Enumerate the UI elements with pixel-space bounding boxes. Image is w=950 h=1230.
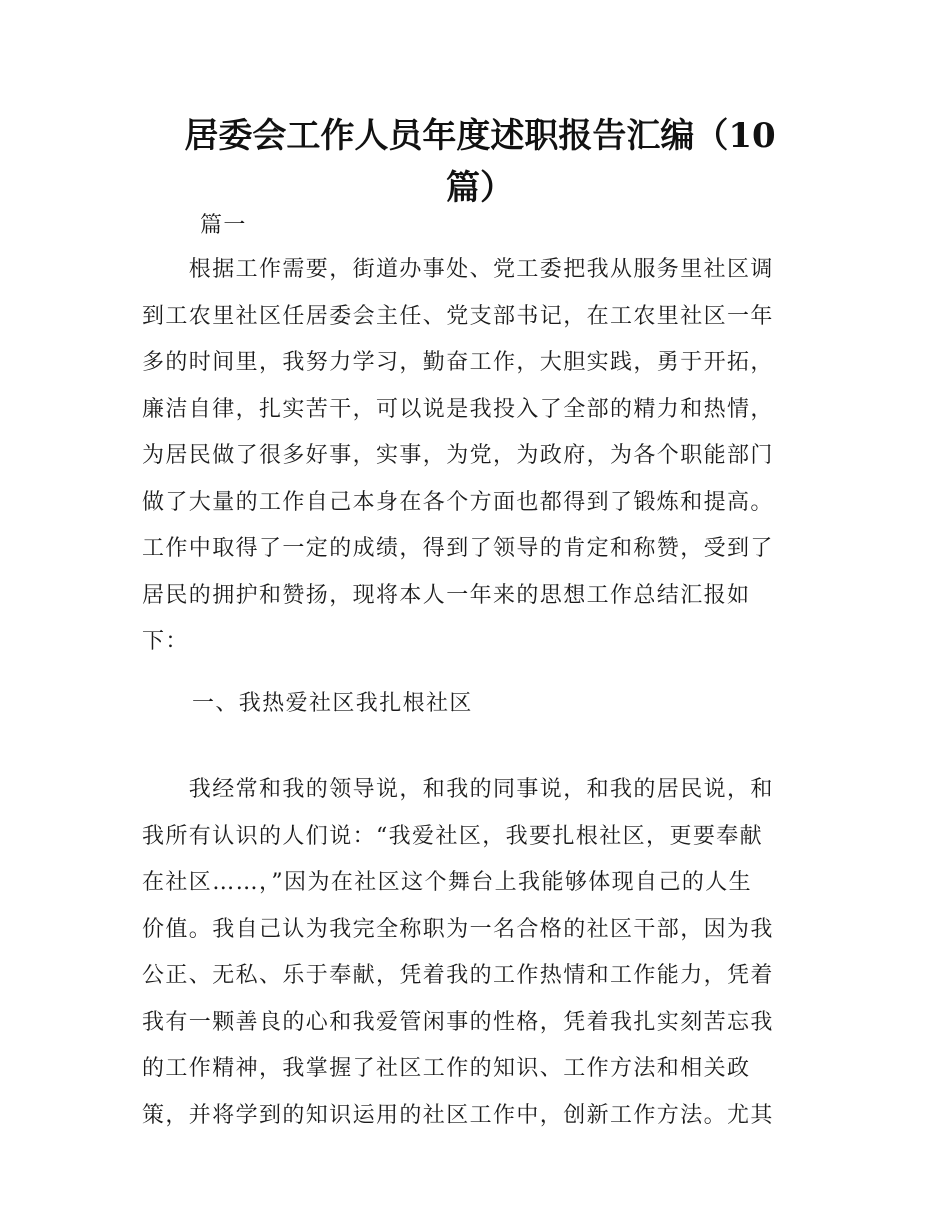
paragraph-line: 根据工作需要，街道办事处、党工委把我从服务里社区调 [142, 257, 774, 282]
paragraph-line: 价值。我自己认为我完全称职为一名合格的社区干部，因为我 [142, 916, 774, 942]
title-line-1: 居委会工作人员年度述职报告汇编（10 [184, 116, 776, 156]
paragraph-line: 我所有认识的人们说：“我爱社区，我要扎根社区，更要奉献 [142, 823, 764, 849]
paragraph-line: 我有一颗善良的心和我爱管闲事的性格，凭着我扎实刻苦忘我 [142, 1009, 774, 1035]
paragraph-line: 策，并将学到的知识运用的社区工作中，创新工作方法。尤其 [142, 1102, 774, 1128]
paragraph-line: 我经常和我的领导说，和我的同事说，和我的居民说，和 [142, 777, 774, 802]
paragraph-2 [142, 767, 812, 1139]
paragraph-line: 多的时间里，我努力学习，勤奋工作，大胆实践，勇于开拓， [142, 350, 774, 375]
paragraph-line: 居民的拥护和赞扬，现将本人一年来的思想工作总结汇报如 [142, 582, 751, 608]
paragraph-1 [142, 247, 812, 666]
title-line-2: 篇） [446, 168, 514, 208]
section-label: 篇一 [200, 213, 247, 238]
section-heading: 一、我热爱社区我扎根社区 [192, 691, 473, 716]
paragraph-line: 到工农里社区任居委会主任、党支部书记，在工农里社区一年 [142, 303, 774, 329]
paragraph-line: 下： [142, 629, 189, 654]
paragraph-line: 廉洁自律，扎实苦干，可以说是我投入了全部的精力和热情， [142, 396, 774, 422]
paragraph-line: 在社区……，”因为在社区这个舞台上我能够体现自己的人生 [142, 870, 753, 895]
paragraph-line: 为居民做了很多好事，实事，为党，为政府，为各个职能部门 [142, 443, 774, 468]
paragraph-line: 公正、无私、乐于奉献，凭着我的工作热情和工作能力，凭着 [142, 963, 774, 988]
paragraph-line: 做了大量的工作自己本身在各个方面也都得到了锻炼和提高。 [142, 489, 774, 515]
paragraph-line: 工作中取得了一定的成绩，得到了领导的肯定和称赞，受到了 [142, 536, 774, 561]
paragraph-line: 的工作精神，我掌握了社区工作的知识、工作方法和相关政 [142, 1056, 751, 1081]
document-title [160, 110, 800, 214]
